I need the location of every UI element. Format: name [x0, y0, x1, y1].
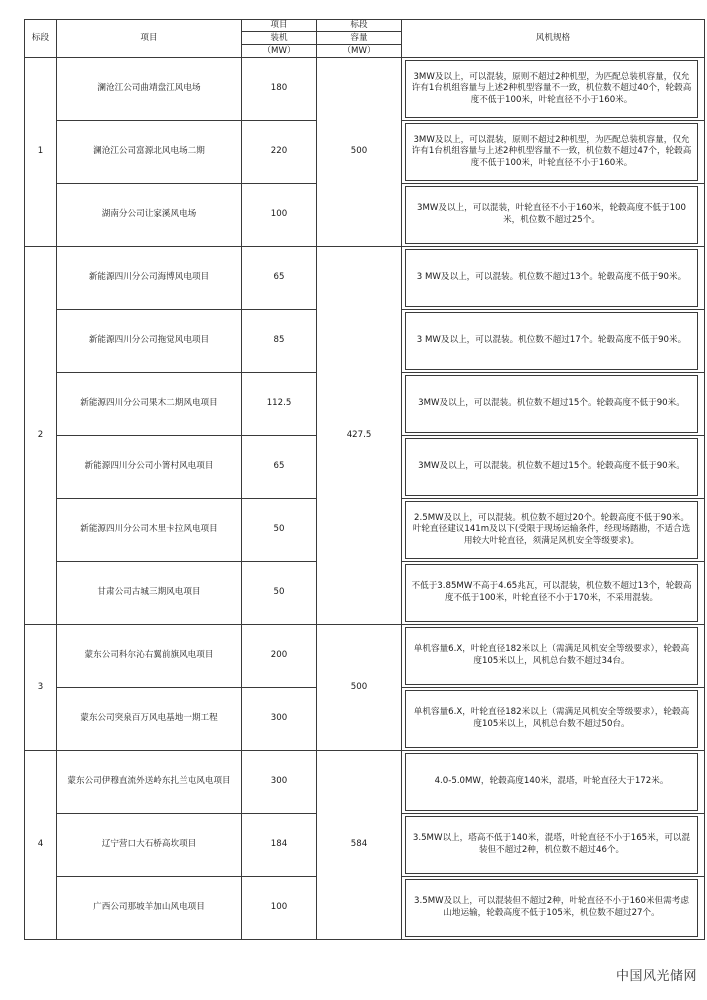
section-capacity: 500: [317, 625, 402, 751]
turbine-spec: 4.0-5.0MW，轮毂高度140米，混塔，叶轮直径大于172米。: [405, 753, 698, 811]
turbine-spec-cell: [402, 499, 705, 562]
section-capacity: 500: [317, 58, 402, 247]
turbine-spec-cell: [402, 814, 705, 877]
turbine-spec-cell: [402, 310, 705, 373]
table-row: [25, 751, 705, 814]
header-section: 标段: [25, 20, 57, 58]
project-name: 甘肃公司古城三期风电项目: [57, 562, 242, 625]
project-capacity: 65: [242, 436, 317, 499]
project-capacity: 100: [242, 877, 317, 940]
turbine-spec: 2.5MW及以上，可以混装。机位数不超过20个。轮毂高度不低于90米。叶轮直径建议141m及以下(受限于现场运输条件，经现场踏勘，不适合选用较大叶轮直径，须满足风机安全等级要求)。: [405, 501, 698, 559]
header-section-cap-unit: （MW）: [317, 44, 401, 57]
project-name: 新能源四川分公司海博风电项目: [57, 247, 242, 310]
wind-turbine-spec-table: [24, 19, 705, 940]
project-name: 新能源四川分公司果木二期风电项目: [57, 373, 242, 436]
section-number: 3: [25, 625, 57, 751]
header-capacity-mid: 装机: [242, 31, 316, 44]
header-capacity-top: 项目: [270, 20, 288, 30]
turbine-spec: 3.5MW以上，塔高不低于140米，混塔，叶轮直径不小于165米，可以混装但不超过2种，机位数不超过46个。: [405, 816, 698, 874]
project-capacity: 220: [242, 121, 317, 184]
turbine-spec-cell: [402, 58, 705, 121]
project-capacity: 200: [242, 625, 317, 688]
header-section-capacity: [317, 20, 402, 58]
turbine-spec-cell: [402, 436, 705, 499]
project-name: 澜沧江公司富源北风电场二期: [57, 121, 242, 184]
header-section-cap-top: 标段: [350, 20, 368, 30]
section-capacity: 427.5: [317, 247, 402, 625]
turbine-spec: 3 MW及以上，可以混装。机位数不超过13个。轮毂高度不低于90米。: [405, 249, 698, 307]
table-row: [25, 625, 705, 688]
turbine-spec-cell: [402, 247, 705, 310]
turbine-spec-cell: [402, 625, 705, 688]
project-name: 辽宁营口大石桥高坎项目: [57, 814, 242, 877]
turbine-spec: 3MW及以上，可以混装。机位数不超过15个。轮毂高度不低于90米。: [405, 438, 698, 496]
project-name: 新能源四川分公司小箐村风电项目: [57, 436, 242, 499]
project-capacity: 112.5: [242, 373, 317, 436]
header-row: [25, 20, 705, 58]
section-capacity: 584: [317, 751, 402, 940]
project-capacity: 300: [242, 751, 317, 814]
project-name: 蒙东公司科尔沁右翼前旗风电项目: [57, 625, 242, 688]
turbine-spec: 单机容量6.X，叶轮直径182米以上（需满足风机安全等级要求），轮毂高度105米以上，风机总台数不超过50台。: [405, 690, 698, 748]
table-row: [25, 247, 705, 310]
watermark-text: 中国风光储网: [615, 969, 697, 984]
section-number: 1: [25, 58, 57, 247]
section-number: 2: [25, 247, 57, 625]
project-capacity: 50: [242, 562, 317, 625]
project-capacity: 300: [242, 688, 317, 751]
turbine-spec: 3.5MW及以上，可以混装但不超过2种，叶轮直径不小于160米但需考虑山地运输，轮毂高度不低于105米，机位数不超过27个。: [405, 879, 698, 937]
turbine-spec-cell: [402, 688, 705, 751]
project-name: 蒙东公司伊穆直流外送岭东扎兰屯风电项目: [57, 751, 242, 814]
table-row: [25, 58, 705, 121]
header-spec: 风机规格: [402, 20, 705, 58]
header-section-cap-mid: 容量: [317, 31, 401, 44]
turbine-spec-cell: [402, 562, 705, 625]
turbine-spec: 不低于3.85MW不高于4.65兆瓦，可以混装，机位数不超过13个，轮毂高度不低于100米，叶轮直径不小于170米，不采用混装。: [405, 564, 698, 622]
header-project: 项目: [57, 20, 242, 58]
project-name: 湖南分公司让家溪风电场: [57, 184, 242, 247]
section-number: 4: [25, 751, 57, 940]
project-name: 新能源四川分公司木里卡拉风电项目: [57, 499, 242, 562]
turbine-spec: 3MW及以上，可以混装。机位数不超过15个。轮毂高度不低于90米。: [405, 375, 698, 433]
project-name: 广西公司那坡羊加山风电项目: [57, 877, 242, 940]
turbine-spec-cell: [402, 877, 705, 940]
project-capacity: 65: [242, 247, 317, 310]
header-capacity-unit: （MW）: [242, 44, 316, 57]
turbine-spec: 3 MW及以上，可以混装。机位数不超过17个。轮毂高度不低于90米。: [405, 312, 698, 370]
project-name: 澜沧江公司曲靖盘江风电场: [57, 58, 242, 121]
project-capacity: 100: [242, 184, 317, 247]
project-capacity: 184: [242, 814, 317, 877]
turbine-spec: 3MW及以上，可以混装，原则不超过2种机型，为匹配总装机容量，仅允许有1台机组容量与上述2种机型容量不一致，机位数不超过40个，轮毂高度不低于100米，叶轮直径不小于160米。: [405, 60, 698, 118]
project-capacity: 85: [242, 310, 317, 373]
project-name: 蒙东公司突泉百万风电基地一期工程: [57, 688, 242, 751]
project-name: 新能源四川分公司拖觉风电项目: [57, 310, 242, 373]
project-capacity: 180: [242, 58, 317, 121]
project-capacity: 50: [242, 499, 317, 562]
turbine-spec-cell: [402, 751, 705, 814]
turbine-spec: 单机容量6.X，叶轮直径182米以上（需满足风机安全等级要求），轮毂高度105米以上，风机总台数不超过34台。: [405, 627, 698, 685]
turbine-spec: 3MW及以上，可以混装，原则不超过2种机型，为匹配总装机容量，仅允许有1台机组容量与上述2种机型容量不一致，机位数不超过47个，轮毂高度不低于100米，叶轮直径不小于160米。: [405, 123, 698, 181]
turbine-spec-cell: [402, 121, 705, 184]
turbine-spec: 3MW及以上，可以混装，叶轮直径不小于160米，轮毂高度不低于100米，机位数不超过25个。: [405, 186, 698, 244]
turbine-spec-cell: [402, 184, 705, 247]
header-project-capacity: [242, 20, 317, 58]
turbine-spec-cell: [402, 373, 705, 436]
